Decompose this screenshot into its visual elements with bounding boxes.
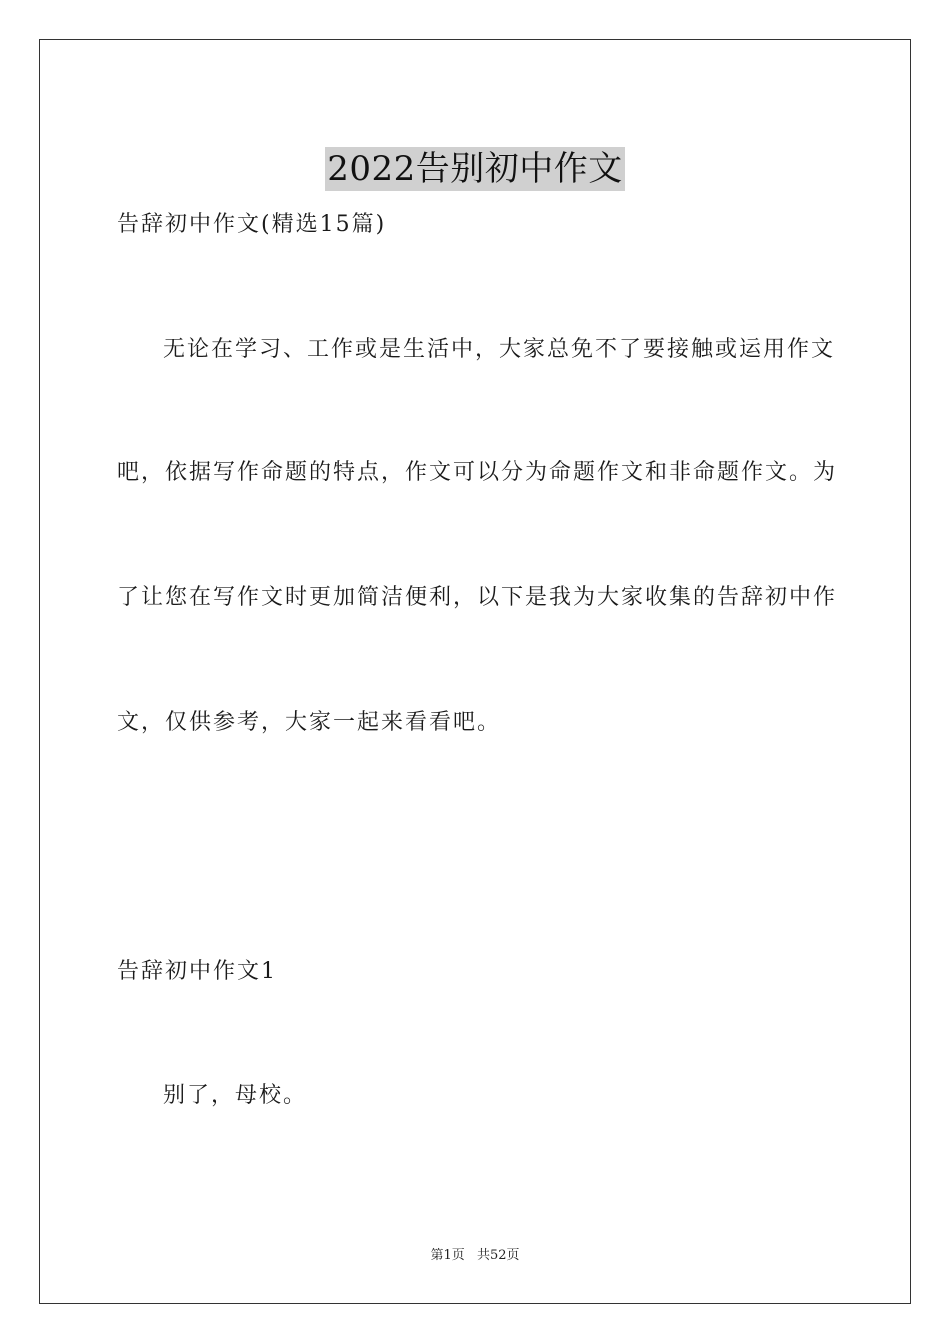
document-subtitle: 告辞初中作文(精选15篇)	[117, 212, 387, 237]
paragraph-line: 吧，依据写作命题的特点，作文可以分为命题作文和非命题作文。为	[117, 460, 838, 485]
section-heading: 告辞初中作文1	[117, 959, 277, 984]
page-number: 第1页	[430, 1248, 465, 1263]
paragraph-line: 无论在学习、工作或是生活中，大家总免不了要接触或运用作文	[163, 337, 836, 362]
paragraph-line: 了让您在写作文时更加简洁便利，以下是我为大家收集的告辞初中作	[117, 585, 838, 610]
total-pages: 共52页	[476, 1248, 520, 1263]
paragraph-line: 文，仅供参考，大家一起来看看吧。	[117, 710, 502, 735]
section-paragraph-line: 别了，母校。	[163, 1083, 308, 1108]
title-container	[0, 124, 950, 214]
page-footer	[0, 1247, 950, 1265]
document-title: 2022告别初中作文	[327, 148, 623, 189]
